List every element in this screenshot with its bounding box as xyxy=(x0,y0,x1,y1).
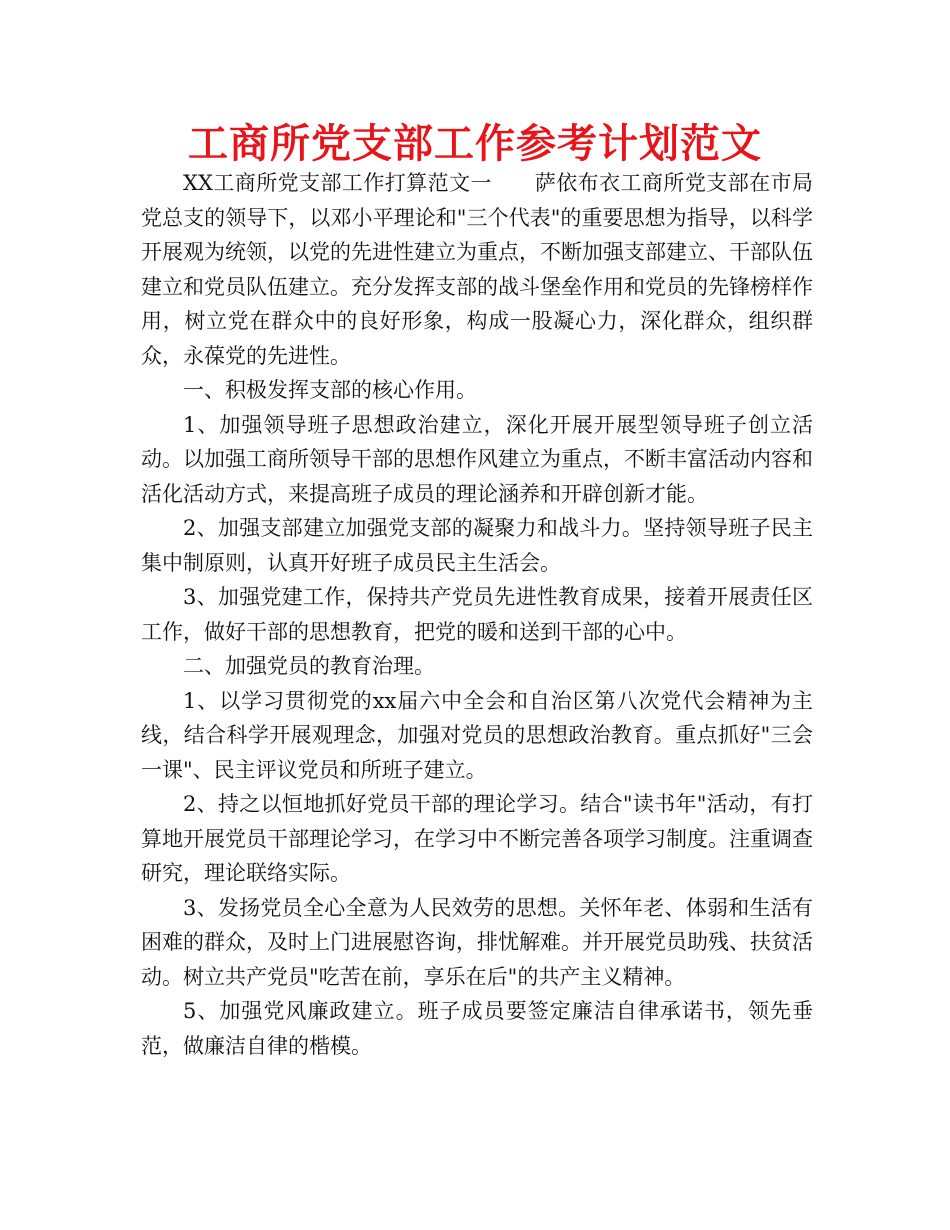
document-body xyxy=(141,166,813,1063)
paragraph-2-5: 5、加强党风廉政建立。班子成员要签定廉洁自律承诺书，领先垂范，做廉洁自律的楷模。 xyxy=(141,999,813,1058)
paragraph-2-3: 3、发扬党员全心全意为人民效劳的思想。关怀年老、体弱和生活有困难的群众，及时上门进展慰咨询，排忧解难。并开展党员助残、扶贫活动。树立共产党员"吃苦在前，享乐在后"的共产主义精神。 xyxy=(141,895,813,989)
section-heading-2: 二、加强党员的教育治理。 xyxy=(183,654,435,678)
paragraph-intro: XX工商所党支部工作打算范文一 萨依布衣工商所党支部在市局党总支的领导下，以邓小平理论和"三个代表"的重要思想为指导，以科学开展观为统领，以党的先进性建立为重点，不断加强支部建立、干部队伍建立和党员队伍建立。充分发挥支部的战斗堡垒作用和党员的先锋榜样作用，树立党在群众中的良好形象，构成一股凝心力，深化群众，组织群众，永葆党的先进性。 xyxy=(141,171,813,368)
paragraph-1-2: 2、加强支部建立加强党支部的凝聚力和战斗力。坚持领导班子民主集中制原则，认真开好班子成员民主生活会。 xyxy=(141,516,813,575)
document-title: 工商所党支部工作参考计划范文 xyxy=(188,121,762,167)
paragraph-1-3: 3、加强党建工作，保持共产党员先进性教育成果，接着开展责任区工作，做好干部的思想教育，把党的暖和送到干部的心中。 xyxy=(141,585,813,644)
paragraph-2-1: 1、以学习贯彻党的xx届六中全会和自治区第八次党代会精神为主线，结合科学开展观理念，加强对党员的思想政治教育。重点抓好"三会一课"、民主评议党员和所班子建立。 xyxy=(141,688,813,782)
section-heading-1: 一、积极发挥支部的核心作用。 xyxy=(183,378,477,402)
paragraph-1-1: 1、加强领导班子思想政治建立，深化开展开展型领导班子创立活动。以加强工商所领导干部的思想作风建立为重点，不断丰富活动内容和活化活动方式，来提高班子成员的理论涵养和开辟创新才能。 xyxy=(141,412,813,506)
paragraph-2-2: 2、持之以恒地抓好党员干部的理论学习。结合"读书年"活动，有打算地开展党员干部理论学习，在学习中不断完善各项学习制度。注重调查研究，理论联络实际。 xyxy=(141,792,813,885)
